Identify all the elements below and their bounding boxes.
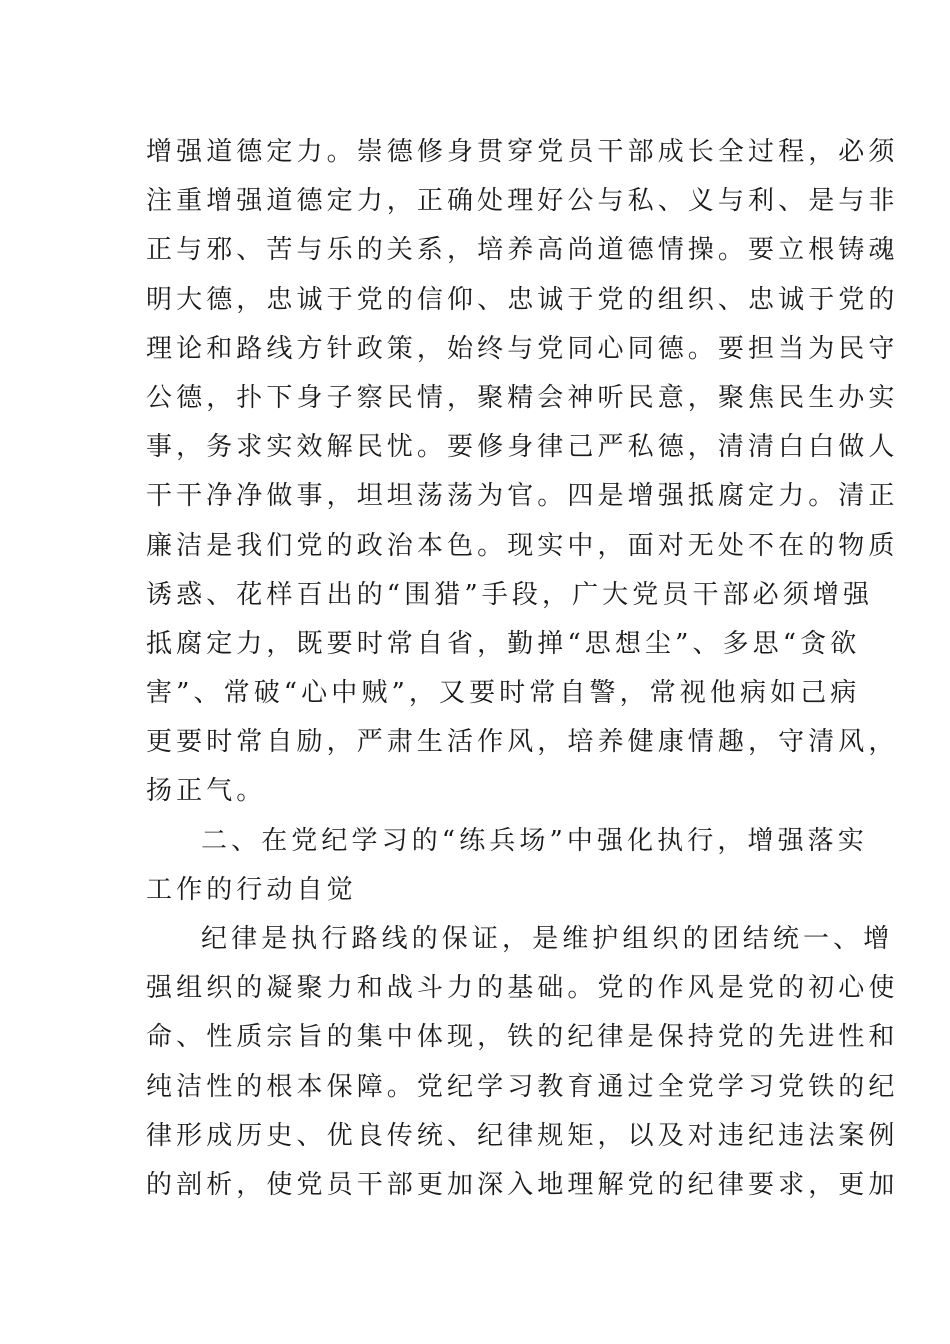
text-line: 明大德，忠诚于党的信仰、忠诚于党的组织、忠诚于党的 (146, 284, 899, 315)
text-line: 事，务求实效解民忧。要修身律己严私德，清清白白做人 (146, 432, 899, 463)
body-text (146, 128, 899, 1210)
text-line: 的剖析，使党员干部更加深入地理解党的纪律要求，更加 (146, 1169, 899, 1200)
text-line: 律形成历史、优良传统、纪律规矩，以及对违纪违法案例 (146, 1120, 899, 1151)
text-line: 命、性质宗旨的集中体现，铁的纪律是保持党的先进性和 (146, 1022, 899, 1053)
text-line: 害”、常破“心中贼”，又要时常自警，常视他病如己病 (146, 678, 861, 709)
text-line: 增强道德定力。崇德修身贯穿党员干部成长全过程，必须 (146, 137, 899, 167)
text-line: 公德，扑下身子察民情，聚精会神听民意，聚焦民生办实 (146, 382, 899, 413)
text-line: 纪律是执行路线的保证，是维护组织的团结统一、增 (201, 924, 894, 954)
section-heading-line: 二、在党纪学习的“练兵场”中强化执行，增强落实 (201, 825, 868, 856)
text-line: 扬正气。 (146, 776, 267, 807)
text-line: 强组织的凝聚力和战斗力的基础。党的作风是党的初心使 (146, 973, 899, 1004)
text-line: 纯洁性的根本保障。党纪学习教育通过全党学习党铁的纪 (146, 1071, 899, 1102)
text-line: 干干净净做事，坦坦荡荡为官。四是增强抵腐定力。清正 (146, 481, 899, 512)
text-line: 注重增强道德定力，正确处理好公与私、义与利、是与非 (146, 186, 899, 217)
text-line: 抵腐定力，既要时常自省，勤掸“思想尘”、多思“贪欲 (146, 628, 861, 659)
text-line: 理论和路线方针政策，始终与党同心同德。要担当为民守 (146, 333, 899, 364)
text-line: 廉洁是我们党的政治本色。现实中，面对无处不在的物质 (146, 530, 899, 561)
text-line: 更要时常自励，严肃生活作风，培养健康情趣，守清风， (146, 727, 899, 758)
text-line: 诱惑、花样百出的“围猎”手段，广大党员干部必须增强 (146, 579, 874, 610)
section-heading-line: 工作的行动自觉 (146, 874, 357, 905)
text-line: 正与邪、苦与乐的关系，培养高尚道德情操。要立根铸魂 (146, 235, 899, 266)
